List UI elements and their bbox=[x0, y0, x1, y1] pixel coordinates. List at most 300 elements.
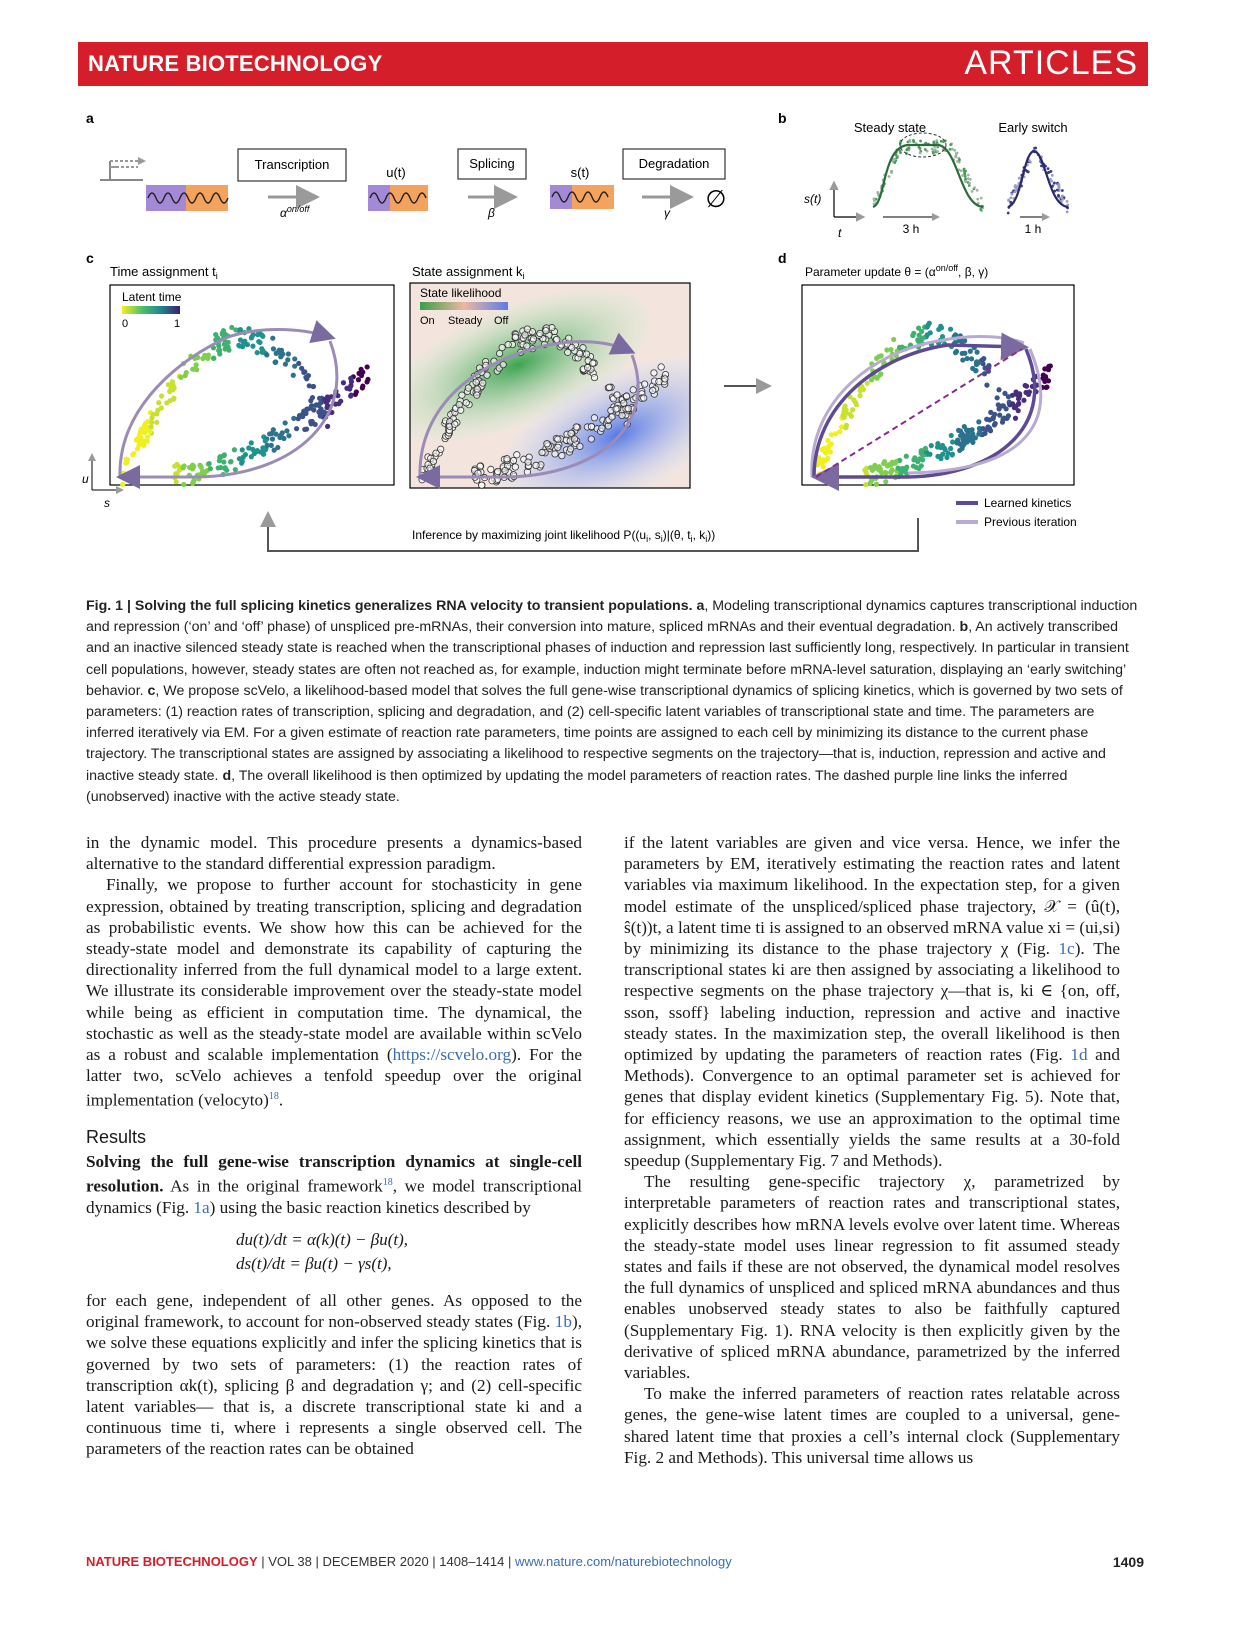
panel-label-a: a bbox=[86, 110, 94, 126]
scatter-point bbox=[828, 449, 833, 454]
scatter-point bbox=[1014, 190, 1017, 193]
scatter-point bbox=[964, 434, 969, 439]
scatter-point bbox=[964, 427, 969, 432]
scatter-point bbox=[135, 436, 140, 441]
scatter-point bbox=[249, 440, 254, 445]
scatter-point bbox=[1066, 200, 1069, 203]
scatter-point bbox=[226, 340, 231, 345]
legend-steady: Steady bbox=[448, 315, 483, 327]
reference-link[interactable]: 18 bbox=[268, 1091, 279, 1103]
scatter-point bbox=[292, 356, 297, 361]
scatter-point bbox=[970, 440, 975, 445]
scatter-point bbox=[893, 459, 898, 464]
scatter-point bbox=[899, 151, 902, 154]
scatter-point bbox=[995, 395, 1000, 400]
scatter-point bbox=[278, 433, 283, 438]
scatter-point bbox=[302, 369, 307, 374]
scatter-point bbox=[985, 424, 990, 429]
scatter-point bbox=[949, 143, 952, 146]
reference-link[interactable]: 18 bbox=[382, 1176, 393, 1188]
scatter-point bbox=[948, 446, 953, 451]
scatter-point bbox=[1011, 193, 1014, 196]
scatter-point bbox=[1061, 189, 1064, 192]
scatter-point bbox=[590, 360, 596, 366]
scatter-point bbox=[1027, 389, 1032, 394]
scatter-point bbox=[208, 466, 213, 471]
scatter-point bbox=[583, 351, 589, 357]
scatter-point bbox=[348, 376, 353, 381]
scatter-point bbox=[599, 425, 605, 431]
scatter-point bbox=[257, 340, 262, 345]
scvelo-link[interactable]: https://scvelo.org bbox=[392, 1045, 512, 1065]
scatter-point bbox=[354, 389, 359, 394]
scatter-point bbox=[300, 411, 305, 416]
scatter-point bbox=[861, 387, 866, 392]
scatter-point bbox=[304, 376, 309, 381]
span-3h: 3 h bbox=[902, 222, 920, 236]
scatter-point bbox=[960, 431, 965, 436]
scatter-point bbox=[197, 463, 202, 468]
scatter-point bbox=[888, 175, 891, 178]
caption-d: d bbox=[222, 767, 232, 784]
scatter-point bbox=[223, 465, 228, 470]
scatter-point bbox=[623, 393, 629, 399]
s-axis-label: s bbox=[104, 496, 110, 510]
panel-d-parameter-update bbox=[802, 263, 1077, 529]
scatter-point bbox=[904, 454, 909, 459]
scatter-point bbox=[477, 463, 483, 469]
scatter-point bbox=[191, 464, 196, 469]
scatter-point bbox=[953, 149, 956, 152]
scatter-point bbox=[917, 333, 922, 338]
scatter-point bbox=[360, 385, 365, 390]
scatter-point bbox=[911, 463, 916, 468]
scatter-point bbox=[341, 380, 346, 385]
scatter-point bbox=[1066, 210, 1069, 213]
scatter-point bbox=[874, 482, 879, 487]
scatter-point bbox=[1004, 406, 1009, 411]
scatter-point bbox=[857, 393, 862, 398]
scatter-point bbox=[242, 339, 247, 344]
scatter-point bbox=[965, 180, 968, 183]
scatter-point bbox=[951, 148, 954, 151]
scatter-point bbox=[316, 403, 321, 408]
legend-on: On bbox=[420, 315, 435, 327]
fig-1a-link[interactable]: 1a bbox=[193, 1197, 210, 1217]
scatter-point bbox=[573, 424, 579, 430]
scatter-point bbox=[614, 392, 620, 398]
scatter-point bbox=[974, 350, 979, 355]
scatter-point bbox=[552, 451, 558, 457]
scatter-point bbox=[194, 362, 199, 367]
scatter-point bbox=[844, 423, 849, 428]
scatter-point bbox=[156, 400, 161, 405]
scatter-point bbox=[935, 139, 938, 142]
scatter-point bbox=[911, 331, 916, 336]
scatter-point bbox=[433, 450, 439, 456]
latent-time-max: 1 bbox=[174, 318, 181, 330]
scatter-point bbox=[954, 440, 959, 445]
footer-url[interactable]: www.nature.com/naturebiotechnology bbox=[514, 1554, 732, 1569]
scatter-point bbox=[465, 385, 471, 391]
scatter-point bbox=[120, 482, 125, 487]
paragraph: To make the inferred parameters of reaction rates relatable across genes, the gene-wise latent times are coupled to a universal, gene-shared latent time that proxies a cell’s internal clock (Supplementary Fig. 2 and Methods). This universal time allows us bbox=[624, 1384, 1120, 1467]
scatter-point bbox=[651, 370, 657, 376]
unspliced-mrna-icon bbox=[368, 185, 428, 211]
scatter-point bbox=[474, 392, 480, 398]
gene-promoter-icon bbox=[100, 157, 146, 180]
scatter-point bbox=[154, 420, 159, 425]
scatter-point bbox=[1018, 177, 1021, 180]
scatter-point bbox=[1047, 364, 1052, 369]
scatter-point bbox=[216, 465, 221, 470]
scatter-point bbox=[969, 178, 972, 181]
scatter-point bbox=[954, 156, 957, 159]
section-label: ARTICLES bbox=[964, 44, 1138, 82]
scatter-point bbox=[229, 325, 234, 330]
scatter-point bbox=[940, 443, 945, 448]
figure-1 bbox=[78, 105, 1148, 585]
scatter-point bbox=[272, 448, 277, 453]
state-likelihood-colorbar bbox=[420, 302, 508, 310]
caption-c-text: , We propose scVelo, a likelihood-based model that solves the full gene-wise transcriptional dynamics of splicing kinetics, which is governed by two sets of parameters: (1) reaction rates of transcription, splicing and degradation, and (2) cell-specific latent variables of transcriptional state and time. The parameters are inferred iteratively via EM. For a given estimate of reaction rate parameters, time points are assigned to each cell by minimizing its distance to the current phase trajectory. The transcriptional states are assigned by associating a likelihood to respective segments on the trajectory—that is, induction, repression and active and inactive steady state. bbox=[86, 682, 1123, 784]
b-y-axis-label: s(t) bbox=[804, 192, 822, 206]
scatter-point bbox=[968, 349, 973, 354]
splicing-box-label: Splicing bbox=[469, 156, 515, 171]
scatter-point bbox=[202, 353, 207, 358]
scatter-point bbox=[459, 392, 465, 398]
scatter-point bbox=[973, 186, 976, 189]
scatter-point bbox=[940, 452, 945, 457]
steady-state-title: Steady state bbox=[853, 120, 927, 135]
scatter-point bbox=[255, 448, 260, 453]
scatter-point bbox=[123, 456, 128, 461]
page-footer bbox=[86, 1554, 1144, 1569]
panel-label-b: b bbox=[778, 110, 787, 126]
scatter-point bbox=[502, 467, 508, 473]
scatter-point bbox=[226, 348, 231, 353]
scatter-point bbox=[249, 454, 254, 459]
scatter-point bbox=[964, 175, 967, 178]
scatter-point bbox=[571, 436, 577, 442]
scatter-point bbox=[863, 470, 868, 475]
scatter-point bbox=[825, 438, 830, 443]
scatter-point bbox=[877, 464, 882, 469]
scatter-point bbox=[525, 459, 531, 465]
scatter-point bbox=[1057, 184, 1060, 187]
scatter-point bbox=[496, 350, 502, 356]
scatter-point bbox=[912, 139, 915, 142]
scatter-point bbox=[555, 436, 561, 442]
paragraph: The resulting gene-specific trajectory χ, parametrized by interpretable parameters of reaction rates and transcriptional states, explicitly describes how mRNA levels evolve over latent time. Whereas the steady-state model uses linear regression to fit assumed steady states and fails if these are not observed, the dynamical model resolves the full dynamics of unspliced and spliced mRNA abundances and thus enables unobserved steady states to also be faithfully captured (Supplementary Fig. 1). RNA velocity is then explicitly given by the derivative of spliced mRNA abundance, parametrized by the inferred variables. bbox=[624, 1172, 1120, 1383]
scatter-point bbox=[1053, 182, 1056, 185]
degradation-box-label: Degradation bbox=[638, 156, 710, 171]
scatter-point bbox=[322, 410, 327, 415]
scatter-point bbox=[347, 386, 352, 391]
scatter-point bbox=[980, 197, 983, 200]
scatter-point bbox=[171, 396, 176, 401]
scatter-point bbox=[178, 375, 183, 380]
scatter-point bbox=[240, 447, 245, 452]
scatter-point bbox=[296, 361, 301, 366]
scatter-point bbox=[890, 170, 893, 173]
scatter-point bbox=[427, 465, 433, 471]
scatter-point bbox=[499, 344, 505, 350]
scatter-point bbox=[510, 457, 516, 463]
scatter-point bbox=[1021, 398, 1026, 403]
scatter-point bbox=[929, 443, 934, 448]
scatter-point bbox=[970, 427, 975, 432]
scatter-point bbox=[1047, 167, 1050, 170]
legend-learned-kinetics: Learned kinetics bbox=[984, 496, 1072, 510]
scatter-point bbox=[658, 364, 664, 370]
beta-label: β bbox=[488, 206, 495, 220]
scatter-point bbox=[591, 415, 597, 421]
paragraph: if the latent variables are given and vice versa. Hence, we infer the parameters by EM, iteratively estimating the reaction rates and latent variables via maximum likelihood. In the expectation step, for a given model estimate of the unspliced/spliced phase trajectory, 𝒳 = (û(t), ŝ(t))t, a latent time ti is assigned to an observed mRNA value xi = (ui,si) by minimizing its distance to the phase trajectory χ (Fig. 1c). The transcriptional states ki are then assigned by associating a likelihood to respective segments on the phase trajectory χ—that is, ki ∈ {on, off, sson, ssoff} labeling induction, repression and active and inactive steady states. In the maximization step, the overall likelihood is then optimized by updating the parameters of reaction rates (Fig. 1d and Methods). Convergence to an optimal parameter set is achieved for genes that display evident kinetics (Supplementary Fig. 5). Note that, for efficiency reasons, we use an approximation to the optimal time assignment, which essentially yields the same results at a 30-fold speedup (Supplementary Fig. 7 and Methods). bbox=[624, 833, 1120, 1171]
scatter-point bbox=[919, 147, 922, 150]
legend-off: Off bbox=[494, 315, 509, 327]
scatter-point bbox=[249, 335, 254, 340]
scatter-point bbox=[960, 441, 965, 446]
scatter-point bbox=[588, 423, 594, 429]
scatter-point bbox=[976, 198, 979, 201]
scatter-point bbox=[278, 354, 283, 359]
scatter-point bbox=[868, 465, 873, 470]
scatter-point bbox=[488, 466, 494, 472]
scatter-point bbox=[650, 387, 656, 393]
scatter-point bbox=[641, 381, 647, 387]
journal-name: NATURE BIOTECHNOLOGY bbox=[88, 51, 383, 76]
caption-c: c bbox=[147, 682, 156, 699]
latent-time-colorbar bbox=[122, 306, 180, 314]
scatter-point bbox=[909, 140, 912, 143]
scatter-point bbox=[1051, 174, 1054, 177]
scatter-point bbox=[261, 348, 266, 353]
scatter-point bbox=[555, 444, 561, 450]
scatter-point bbox=[338, 399, 343, 404]
scatter-point bbox=[191, 478, 196, 483]
scatter-point bbox=[473, 379, 479, 385]
scatter-point bbox=[142, 438, 147, 443]
paragraph: for each gene, independent of all other genes. As opposed to the original framework, to account for non-observed steady states (Fig. 1b), we solve these equations explicitly and infer the splicing kinetics that is governed by two sets of parameters: (1) the reaction rates of transcription αk(t), splicing β and degradation γ; and (2) cell-specific latent variables— that is, a discrete transcriptional state ki and a continuous time ti, where i represents a single observed cell. The parameters of the reaction rates can be obtained bbox=[86, 1290, 582, 1459]
scatter-point bbox=[1056, 189, 1059, 192]
scatter-point bbox=[850, 407, 855, 412]
legend-previous-iteration: Previous iteration bbox=[984, 515, 1077, 529]
scatter-point bbox=[524, 326, 530, 332]
scatter-point bbox=[270, 336, 275, 341]
scatter-point bbox=[216, 343, 221, 348]
scatter-point bbox=[882, 459, 887, 464]
scatter-point bbox=[504, 456, 510, 462]
scatter-point bbox=[452, 421, 458, 427]
scatter-point bbox=[967, 174, 970, 177]
footer-journal: NATURE BIOTECHNOLOGY bbox=[86, 1554, 258, 1569]
equation-2: ds(t)/dt = βu(t) − γs(t), bbox=[236, 1253, 392, 1273]
scatter-point bbox=[662, 376, 668, 382]
scatter-point bbox=[567, 446, 573, 452]
scatter-point bbox=[883, 479, 888, 484]
scatter-point bbox=[263, 438, 268, 443]
scatter-point bbox=[964, 356, 969, 361]
scatter-point bbox=[984, 417, 989, 422]
scatter-point bbox=[940, 140, 943, 143]
scatter-point bbox=[514, 452, 520, 458]
scatter-point bbox=[512, 464, 518, 470]
steady-state-dots bbox=[872, 139, 984, 212]
scatter-point bbox=[613, 406, 619, 412]
scatter-point bbox=[935, 444, 940, 449]
scatter-point bbox=[950, 452, 955, 457]
scatter-point bbox=[908, 146, 911, 149]
scatter-point bbox=[949, 433, 954, 438]
scatter-point bbox=[1013, 404, 1018, 409]
scatter-point bbox=[174, 479, 179, 484]
scatter-point bbox=[1001, 416, 1006, 421]
scatter-point bbox=[458, 407, 464, 413]
scatter-point bbox=[264, 352, 269, 357]
scatter-point bbox=[537, 330, 543, 336]
panel-a-diagram bbox=[100, 149, 726, 220]
scatter-point bbox=[1013, 416, 1018, 421]
scatter-point bbox=[887, 462, 892, 467]
caption-title: Solving the full splicing kinetics generalizes RNA velocity to transient populations. bbox=[130, 598, 697, 614]
scatter-point bbox=[308, 419, 313, 424]
scatter-point bbox=[1007, 212, 1010, 215]
scatter-point bbox=[996, 402, 1001, 407]
scatter-point bbox=[543, 327, 549, 333]
scatter-point bbox=[826, 444, 831, 449]
caption-b-text: , An actively transcribed and an inactive silenced steady state is reached when the transcriptional phases of induction and repression last sufficiently long, respectively. In particular in transient cell populations, however, steady states are often not reached as, for example, induction might terminate before mRNA-level saturation, displaying an ‘early switching’ behavior. bbox=[86, 619, 1129, 699]
page-number: 1409 bbox=[1112, 1554, 1144, 1570]
scatter-point bbox=[522, 332, 528, 338]
state-assignment-title: State assignment $k_i$ bbox=[412, 264, 525, 281]
scatter-point bbox=[141, 443, 146, 448]
scatter-point bbox=[170, 379, 175, 384]
scatter-point bbox=[505, 341, 511, 347]
scatter-point bbox=[155, 408, 160, 413]
scatter-point bbox=[821, 457, 826, 462]
latent-time-legend-title: Latent time bbox=[122, 290, 182, 304]
scatter-point bbox=[891, 337, 896, 342]
scatter-point bbox=[273, 432, 278, 437]
pre-mrna-icon bbox=[146, 185, 228, 211]
b-x-axis-label: t bbox=[838, 226, 842, 240]
scatter-point bbox=[962, 351, 967, 356]
scatter-point bbox=[181, 482, 186, 487]
equations bbox=[236, 1228, 582, 1276]
scatter-point bbox=[968, 182, 971, 185]
early-switch-title: Early switch bbox=[998, 120, 1068, 135]
gamma-label: γ bbox=[664, 206, 670, 220]
scatter-point bbox=[480, 380, 486, 386]
caption-a: a bbox=[696, 598, 705, 614]
fig-1c-link[interactable]: 1c bbox=[1058, 939, 1075, 959]
span-1h: 1 h bbox=[1024, 222, 1042, 236]
scatter-point bbox=[619, 412, 625, 418]
fig-1b-link[interactable]: 1b bbox=[554, 1312, 572, 1332]
scatter-point bbox=[294, 426, 299, 431]
scatter-point bbox=[463, 400, 469, 406]
scatter-point bbox=[232, 447, 237, 452]
scatter-point bbox=[879, 353, 884, 358]
scatter-point bbox=[948, 327, 953, 332]
scatter-point bbox=[1057, 195, 1060, 198]
caption-a-text: , Modeling transcriptional dynamics captures transcriptional induction and repression (‘on’ and ‘off’ phase) of unspliced pre-mRNAs, their conversion into mature, spliced mRNAs and their eventual degradation. bbox=[86, 598, 1138, 636]
panel-label-c: c bbox=[86, 250, 94, 266]
scatter-point bbox=[897, 345, 902, 350]
panel-b-kinetics bbox=[804, 120, 1069, 240]
scatter-point bbox=[919, 152, 922, 155]
scatter-point bbox=[539, 449, 545, 455]
scatter-point bbox=[291, 373, 296, 378]
scatter-point bbox=[286, 351, 291, 356]
scatter-point bbox=[246, 445, 251, 450]
scatter-point bbox=[954, 349, 959, 354]
scatter-point bbox=[349, 392, 354, 397]
scatter-point bbox=[311, 384, 316, 389]
scatter-point bbox=[1026, 170, 1029, 173]
equation-1: du(t)/dt = α(k)(t) − βu(t), bbox=[236, 1229, 409, 1249]
scatter-point bbox=[625, 405, 631, 411]
scatter-point bbox=[844, 407, 849, 412]
scatter-point bbox=[512, 334, 518, 340]
scatter-point bbox=[926, 323, 931, 328]
panel-c-state-assignment bbox=[366, 259, 761, 545]
scatter-point bbox=[261, 452, 266, 457]
scatter-point bbox=[869, 377, 874, 382]
scatter-point bbox=[1041, 373, 1046, 378]
scatter-point bbox=[1061, 198, 1064, 201]
inference-loop bbox=[268, 515, 918, 551]
scatter-point bbox=[919, 463, 924, 468]
scatter-point bbox=[1006, 394, 1011, 399]
scatter-point bbox=[495, 468, 501, 474]
scatter-point bbox=[228, 459, 233, 464]
scatter-point bbox=[588, 436, 594, 442]
scatter-point bbox=[500, 361, 506, 367]
scatter-point bbox=[171, 385, 176, 390]
paragraph: Finally, we propose to further account for stochasticity in gene expression, obtained by treating transcription, splicing and degradation as probabilistic events. We show how this can be achieved for the steady-state model and demonstrate its capability of capturing the directionality inferred from the full dynamical model to a large extent. We illustrate its considerable improvement over the steady-state model while being as efficient in computation time. The dynamical, the stochastic as well as the steady-state model are available within scVelo as a robust and scalable implementation (https://scvelo.org). For the latter two, scVelo achieves a tenfold speedup over the original implementation (velocyto)$^{18}$. bbox=[86, 875, 582, 1111]
scatter-point bbox=[912, 455, 917, 460]
scatter-point bbox=[159, 393, 164, 398]
journal-header-bar bbox=[78, 42, 1148, 86]
caption-d-text: , The overall likelihood is then optimized by updating the model parameters of reaction rates. The dashed purple line links the inferred (unobserved) inactive with the active steady state. bbox=[86, 767, 1068, 805]
fig-1d-link[interactable]: 1d bbox=[1070, 1045, 1088, 1065]
scatter-point bbox=[969, 356, 974, 361]
scatter-point bbox=[175, 471, 180, 476]
scatter-point bbox=[250, 344, 255, 349]
scatter-point bbox=[220, 331, 225, 336]
scatter-point bbox=[304, 427, 309, 432]
scatter-point bbox=[970, 366, 975, 371]
paragraph: Solving the full gene-wise transcription dynamics at single-cell resolution. As in the original framework$^{18}$, we model transcriptional dynamics (Fig. 1a) using the basic reaction kinetics described by bbox=[86, 1151, 583, 1217]
scatter-point bbox=[956, 160, 959, 163]
scatter-point bbox=[961, 174, 964, 177]
scatter-point bbox=[365, 377, 370, 382]
scatter-point bbox=[931, 148, 934, 151]
scatter-point bbox=[873, 199, 876, 202]
scatter-point bbox=[243, 452, 248, 457]
scatter-point bbox=[211, 355, 216, 360]
scatter-point bbox=[656, 378, 662, 384]
scatter-point bbox=[308, 398, 313, 403]
scatter-point bbox=[986, 363, 991, 368]
scatter-point bbox=[837, 429, 842, 434]
scatter-point bbox=[849, 414, 854, 419]
scatter-point bbox=[221, 459, 226, 464]
scatter-point bbox=[964, 178, 967, 181]
caption-label: Fig. 1 | bbox=[86, 598, 131, 614]
